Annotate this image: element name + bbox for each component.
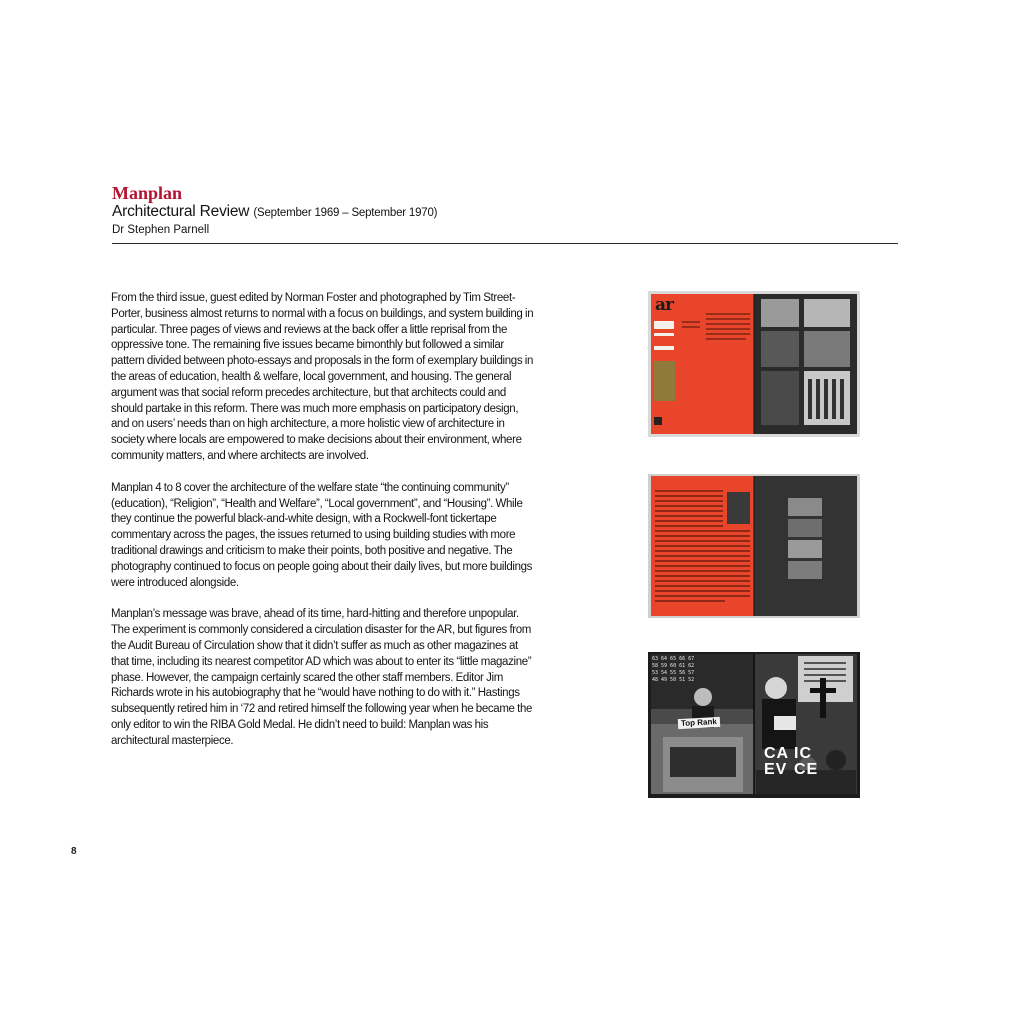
header-divider (112, 243, 898, 244)
paragraph-3: Manplan’s message was brave, ahead of its time, hard-hitting and therefore unpopular. The experiment is commonly considered a circulation disaster for the AR, but figures from the Audit Bureau of Circulation show that it didn’t suffer as much as other magazines at that time, including its nearest competitor AD which was about to enter its “little magazine” phase. However, the campaign certainly scared the other staff members. Editor Jim Richards wrote in his autobiography that he “would have nothing to do with it.” Hastings subsequently retired him in ‘72 and retired himself the following year when he became the only editor to win the RIBA Gold Medal. He didn’t need to build: Manplan was his architectural masterpiece. (111, 608, 533, 747)
spread-1-drawing (648, 291, 860, 437)
protest-sign-left-2: EV (764, 761, 788, 778)
page-number: 8 (71, 846, 77, 857)
document-header (112, 184, 898, 238)
paragraph-1: From the third issue, guest edited by Norman Foster and photographed by Tim Street-Porter, business almost returns to normal with a focus on buildings, and system building in particular. Three pages of views and reviews at the back offer a little reprisal from the oppressive tone. The remaining five issues became bimonthly but followed a similar pattern divided between photo-essays and proposals in the form of exemplary buildings in the areas of education, health & welfare, local government, and housing. The general argument was that social reform precedes architecture, but that architects could and should partake in this reform. There was much more emphasis on participatory design, and on users’ needs than on high architecture, a more holistic view of architecture in society where locals are empowered to make decisions about their environment, where community matters, and where architects are involved. (111, 292, 534, 462)
paragraph-2: Manplan 4 to 8 cover the architecture of the welfare state “the continuing community” (education), “Religion”, “Health and Welfare”, “Local government”, and “Housing”. While they continue the powerful black-and-white design, with a Rockwell-font tickertape commentary across the pages, the issues returned to using building studies with more traditional drawings and criticism to make their points, both positive and negative. The photography continued to focus on people going about their daily lives, but more buildings were introduced alongside. (111, 481, 533, 589)
top-rank-sign: Top Rank (678, 717, 720, 729)
protest-sign-right: IC (794, 745, 812, 762)
magazine-spread-3-image (648, 652, 860, 798)
magazine-spread-2-image (648, 474, 860, 618)
section-title: Manplan (112, 183, 183, 203)
article-body (111, 291, 535, 766)
protest-sign-left: CA (764, 745, 790, 762)
magazine-spread-1-image (648, 291, 860, 437)
protest-sign-right-2: CE (794, 761, 819, 778)
publication-title: Architectural Review (112, 203, 250, 220)
number-board: 63 64 65 66 67 58 59 60 61 62 53 54 55 56 57 48 49 50 51 52 (652, 656, 695, 683)
publication-dates: (September 1969 – September 1970) (253, 207, 438, 219)
spread-2-drawing (648, 474, 860, 618)
author-name: Dr Stephen Parnell (112, 224, 210, 236)
ar-logo: ar (655, 295, 673, 315)
publication-line (112, 203, 898, 222)
